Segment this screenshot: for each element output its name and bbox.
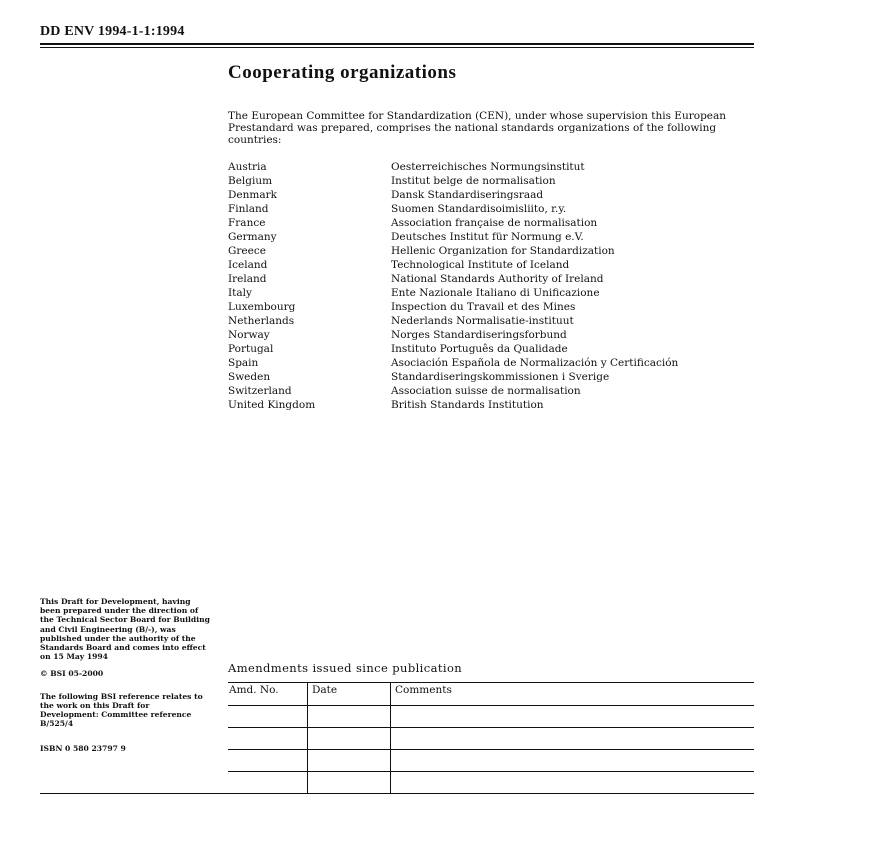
organization-row xyxy=(228,230,678,244)
country-name: Italy xyxy=(228,287,252,299)
organization-row xyxy=(228,216,678,230)
footer-rule xyxy=(40,793,754,794)
amendment-row xyxy=(228,728,754,750)
amd-no-cell xyxy=(228,728,308,750)
organization-name: Association suisse de normalisation xyxy=(391,385,581,397)
date-cell xyxy=(308,728,391,750)
comments-cell xyxy=(391,750,755,772)
organization-row xyxy=(228,314,678,328)
date-cell xyxy=(308,750,391,772)
amd-no-cell xyxy=(228,706,308,728)
date-cell xyxy=(308,706,391,728)
organization-row xyxy=(228,356,678,370)
column-header-date: Date xyxy=(308,683,391,706)
amendment-row xyxy=(228,772,754,794)
header-rule-thick xyxy=(40,43,754,45)
country-name: Luxembourg xyxy=(228,301,296,313)
organization-row xyxy=(228,342,678,356)
country-name: Iceland xyxy=(228,259,268,271)
amd-no-cell xyxy=(228,772,308,794)
organization-row xyxy=(228,384,678,398)
comments-cell xyxy=(391,728,755,750)
organization-row xyxy=(228,300,678,314)
organization-row xyxy=(228,244,678,258)
organization-name: Suomen Standardisoimisliito, r.y. xyxy=(391,203,567,215)
isbn: ISBN 0 580 23797 9 xyxy=(40,744,126,754)
country-name: Finland xyxy=(228,203,269,215)
country-name: United Kingdom xyxy=(228,399,316,411)
amendment-row xyxy=(228,750,754,772)
organization-row xyxy=(228,370,678,384)
organization-name: Deutsches Institut für Normung e.V. xyxy=(391,231,584,243)
comments-cell xyxy=(391,772,755,794)
organization-name: Association française de normalisation xyxy=(391,217,598,229)
country-name: Austria xyxy=(228,161,267,173)
organization-name: Oesterreichisches Normungsinstitut xyxy=(391,161,585,173)
country-name: Greece xyxy=(228,245,266,257)
organization-name: Dansk Standardiseringsraad xyxy=(391,189,544,201)
country-name: Switzerland xyxy=(228,385,292,397)
organization-name: Norges Standardiseringsforbund xyxy=(391,329,567,341)
column-header-amd-no: Amd. No. xyxy=(228,683,308,706)
amendments-title: Amendments issued since publication xyxy=(228,661,463,675)
organization-name: Standardiseringskommissionen i Sverige xyxy=(391,371,610,383)
country-name: Spain xyxy=(228,357,259,369)
comments-cell xyxy=(391,706,755,728)
country-name: France xyxy=(228,217,266,229)
publication-note: This Draft for Development, having been prepared under the direction of the Technical Sector Board for Building and Civil Engineering (B/-), was published under the authority of the Standards Board and comes into effect on 15 May 1994 xyxy=(40,597,210,662)
organization-name: Asociación Española de Normalización y Certificación xyxy=(391,357,679,369)
organization-name: National Standards Authority of Ireland xyxy=(391,273,604,285)
amendment-row xyxy=(228,706,754,728)
copyright-notice: © BSI 05-2000 xyxy=(40,669,104,679)
intro-paragraph: The European Committee for Standardization (CEN), under whose supervision this European Prestandard was prepared, comprises the national standards organizations of the following countries: xyxy=(228,110,727,146)
country-name: Ireland xyxy=(228,273,267,285)
country-name: Norway xyxy=(228,329,270,341)
country-name: Portugal xyxy=(228,343,274,355)
organization-name: Inspection du Travail et des Mines xyxy=(391,301,576,313)
organization-row xyxy=(228,286,678,300)
organization-name: Technological Institute of Iceland xyxy=(391,259,570,271)
organization-row xyxy=(228,160,678,174)
country-name: Denmark xyxy=(228,189,277,201)
country-name: Sweden xyxy=(228,371,271,383)
organization-row xyxy=(228,328,678,342)
organization-name: Institut belge de normalisation xyxy=(391,175,556,187)
amendments-header-row xyxy=(228,683,754,706)
publication-sidebar xyxy=(40,597,210,754)
country-name: Netherlands xyxy=(228,315,295,327)
document-id: DD ENV 1994-1-1:1994 xyxy=(40,24,185,39)
organization-name: Instituto Português da Qualidade xyxy=(391,343,568,355)
organization-row xyxy=(228,258,678,272)
organization-row xyxy=(228,398,678,412)
organization-name: British Standards Institution xyxy=(391,399,544,411)
organization-name: Hellenic Organization for Standardization xyxy=(391,245,615,257)
organization-row xyxy=(228,272,678,286)
reference-note: The following BSI reference relates to the work on this Draft for Development: Committee reference B/525/4 xyxy=(40,691,203,729)
date-cell xyxy=(308,772,391,794)
organization-row xyxy=(228,174,678,188)
country-name: Germany xyxy=(228,231,277,243)
header-rule-thin xyxy=(40,47,754,48)
page-title: Cooperating organizations xyxy=(228,62,457,83)
country-name: Belgium xyxy=(228,175,273,187)
organizations-table xyxy=(228,160,678,412)
organization-name: Ente Nazionale Italiano di Unificazione xyxy=(391,287,600,299)
amd-no-cell xyxy=(228,750,308,772)
amendments-table xyxy=(228,682,754,794)
organization-name: Nederlands Normalisatie-instituut xyxy=(391,315,574,327)
organization-row xyxy=(228,188,678,202)
column-header-comments: Comments xyxy=(391,683,755,706)
organization-row xyxy=(228,202,678,216)
